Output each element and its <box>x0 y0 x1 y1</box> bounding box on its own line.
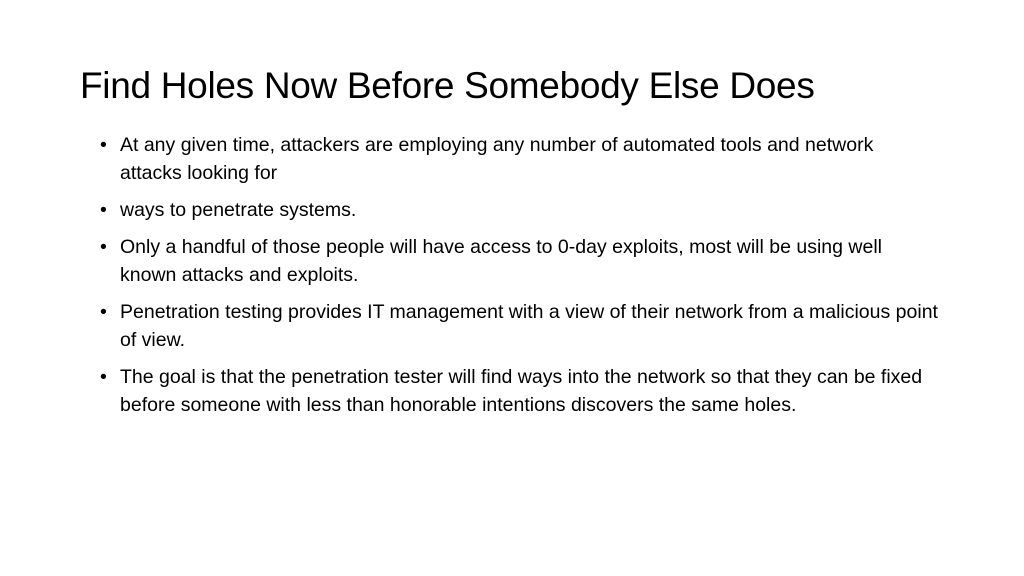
bullet-item <box>100 196 940 224</box>
bullet-dot-icon: • <box>100 236 107 258</box>
bullet-dot-icon: • <box>100 199 107 221</box>
slide-title: Find Holes Now Before Somebody Else Does <box>80 65 815 106</box>
bullet-item <box>100 233 940 289</box>
bullet-item <box>100 298 940 354</box>
bullet-item <box>100 131 940 187</box>
bullet-dot-icon: • <box>100 301 107 323</box>
bullet-text: The goal is that the penetration tester will find ways into the network so that they can be fixed before someone with less than honorable intentions discovers the same holes. <box>120 366 923 416</box>
bullet-text: Penetration testing provides IT management with a view of their network from a malicious point of view. <box>120 301 938 351</box>
bullet-text: At any given time, attackers are employing any number of automated tools and network attacks looking for <box>120 134 874 184</box>
bullet-list <box>100 131 940 428</box>
bullet-dot-icon: • <box>100 366 107 388</box>
bullet-dot-icon: • <box>100 134 107 156</box>
bullet-item <box>100 363 940 419</box>
bullet-text: ways to penetrate systems. <box>120 199 357 221</box>
bullet-text: Only a handful of those people will have access to 0-day exploits, most will be using well known attacks and exploits. <box>120 236 882 286</box>
